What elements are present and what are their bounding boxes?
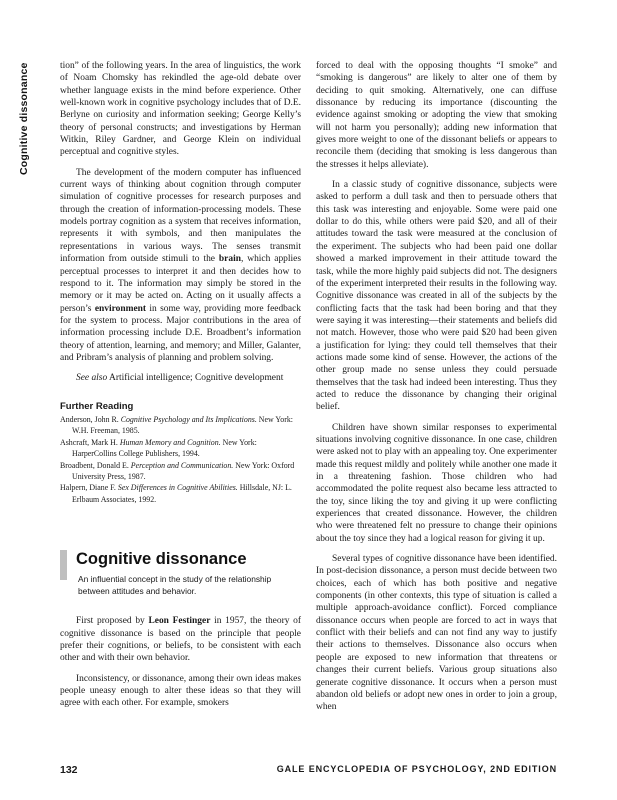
reference-author: Anderson, John R. [60,414,121,424]
further-reading-heading: Further Reading [60,400,134,412]
reference-title: Perception and Communication. [130,460,234,470]
reference-author: Ashcraft, Mark H. [60,437,120,447]
paragraph [60,615,301,664]
reference-author: Broadbent, Donald E. [60,460,131,470]
reference-title: Sex Differences in Cognitive Abilities. [117,483,238,493]
paragraph [60,167,301,365]
entry-description: An influential concept in the study of the relationship between attitudes and behavior. [78,574,272,596]
page-number: 132 [60,764,78,776]
paragraph: Inconsistency, or dissonance, among their own ideas makes people uneasy enough to alter these ideas so that they will agree with each other. For example, smokers [60,673,301,709]
entry-header [60,549,301,597]
entry-marker-bar [60,550,67,580]
running-head: Cognitive dissonance [18,62,30,175]
reference-item [60,437,301,460]
right-column [316,60,557,714]
term-brain: brain [218,254,241,265]
paragraph-text: The development of the modern computer has influenced current ways of thinking about cognition through computer simulation of cognitive processes for research purposes and through the creation of information-processing models. These models portray cognition as a system that receives information, represents it with symbols, and then manipulates the representations in various ways. The senses transmit information from outside stimuli to the [60,167,301,265]
paragraph: Several types of cognitive dissonance have been identified. In post-decision dissonance, a person must decide between two choices, each of which has both positive and negative components (in other contexts, this type of situation is called a multiple approach-avoidance conflict). Forced compliance dissonance occurs when people are forced to act in ways that conflict with their beliefs and can not find any way to justify their actions to themselves. Dissonance also occurs when people are exposed to new information that threatens or changes their current beliefs. Various group situations also generate cognitive dissonance. It occurs when a person must abandon old beliefs or adopt new ones in order to join a group, when [316,554,557,713]
paragraph: In a classic study of cognitive dissonance, subjects were asked to perform a dull task and then to persuade others that this task was interesting and enjoyable. Some were paid one dollar to do this, while others were paid $20, and all of their attitudes toward the task were measured at the conclusion of the experiment. The subjects who had been paid one dollar showed a marked improvement in their attitude toward the task, while the more highly paid subjects did not. The designers of the experiment interpreted their results in the following way. Cognitive dissonance was created in all of the subjects by the conflicting facts that the task had been boring and that they were saying it was interesting—their statements and beliefs did not match. However, those who were paid $20 had been given a justification for lying: they could tell themselves that their actions made some kind of sense. However, the actions of the other group made no sense unless they could persuade themselves that the task had indeed been interesting. Thus they acted to reduce the dissonance by changing their original belief. [316,180,557,413]
paragraph-text: in 1957, the theory of cognitive dissonance is based on the principle that people prefer their cognitions, or beliefs, to be consistent with each other and with their own behavior. [60,616,302,664]
reference-publisher: New York: HarperCollins College Publishers, 1994. [72,437,257,459]
paragraph-text: First proposed by [76,616,149,627]
see-also-label: See also [76,373,108,384]
paragraph-text: in some way, providing more feedback for the system to process. Major contributions in the area of information processing include D.E. Broadbent’s information theory of attention, learning, and memory; and Miller, Galanter, and Pribram’s analysis of planning and problem solving. [60,303,301,363]
reference-item [60,482,301,505]
left-column [60,60,301,710]
paragraph-text: , which applies perceptual processes to interpret it and then decides how to respond to it. The information may simply be stored in the memory or it may be acted on. Acting on it usually affects a person’s [60,254,301,314]
paragraph: forced to deal with the opposing thoughts “I smoke” and “smoking is dangerous” are likely to alter one of them by deciding to quit smoking. Alternatively, one can diffuse dissonance by reducing its importance (discounting the evidence against smoking or adopting the view that smoking will not harm you personally); adding new information that gives more weight to one of the dissonant beliefs or appears to reconcile them (deciding that smoking is less dangerous than the stresses it helps alleviate). [316,61,557,170]
entry-title: Cognitive dissonance [76,550,247,569]
reference-publisher: New York: W.H. Freeman, 1985. [72,414,293,436]
book-title: GALE ENCYCLOPEDIA OF PSYCHOLOGY, 2ND EDITION [276,764,557,774]
reference-publisher: New York: Oxford University Press, 1987. [72,460,295,481]
paragraph: tion” of the following years. In the area of linguistics, the work of Noam Chomsky has rekindled the age-old debate over whether language exists in the mind before experience. Other well-known work in cognitive psychology includes that of D.E. Berlyne on curiosity and information seeking; George Kelly’s theory of personal constructs; and investigations by Herman Witkin, Riley Gardner, and George Klein on individual perceptual and cognitive styles. [60,61,301,158]
term-leon-festinger: Leon Festinger [148,616,211,627]
see-also [60,372,301,384]
reference-title: Human Memory and Cognition. [119,437,221,447]
term-environment: environment [94,303,147,314]
reference-item [60,414,301,437]
paragraph: Children have shown similar responses to experimental situations involving cognitive dissonance. In one case, children were asked not to play with an appealing toy. One experimenter made this request mildly and politely while another one made it in a threatening fashion. Those children who had accommodated the polite request also became less attracted to the toy, since liking the toy and giving it up were conflicting experiences that created dissonance. However, the children who were threatened felt no pressure to change their opinions about the toy since they had a logical reason for giving it up. [316,422,557,544]
reference-publisher: Hillsdale, NJ: L. Erlbaum Associates, 1992. [72,483,292,504]
reference-author: Halpern, Diane F. [60,483,118,493]
reference-list [60,414,301,505]
see-also-links: Artificial intelligence; Cognitive development [107,373,284,384]
reference-item [60,460,301,483]
reference-title: Cognitive Psychology and Its Implications. [120,414,257,424]
